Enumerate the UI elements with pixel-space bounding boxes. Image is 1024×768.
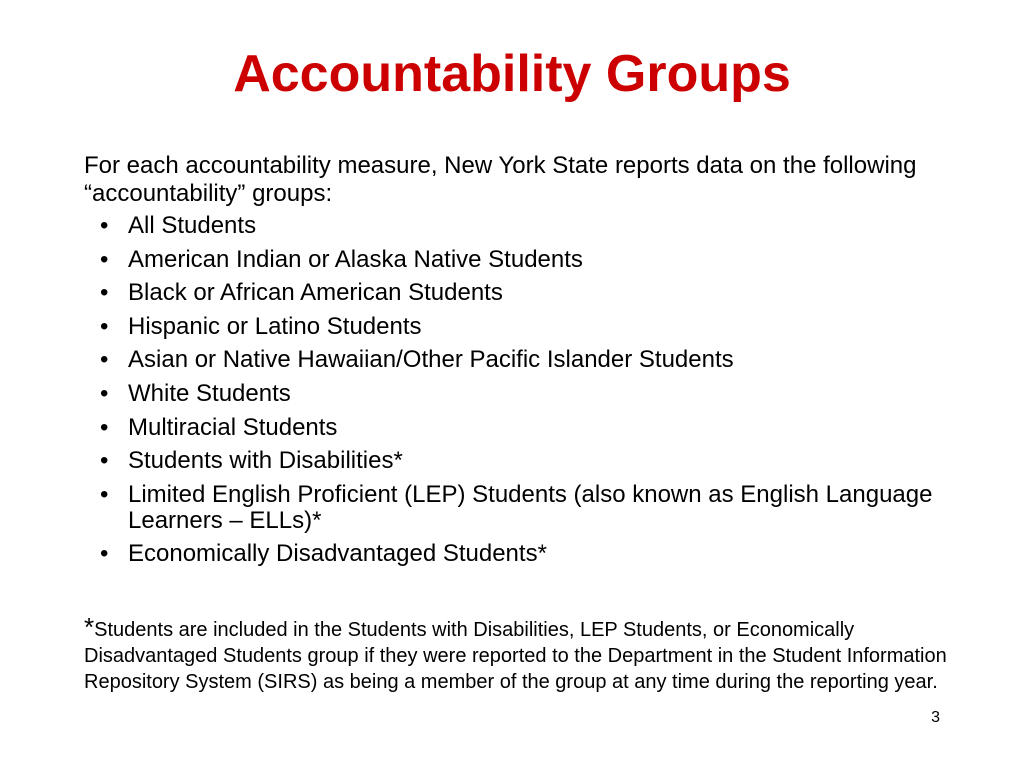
list-item: [84, 280, 974, 306]
bullet-icon: •: [100, 279, 109, 307]
list-item-text: Students with Disabilities*: [128, 447, 403, 475]
bullet-icon: •: [100, 413, 109, 441]
footnote-marker: *: [84, 612, 95, 642]
page-number: 3: [931, 709, 940, 726]
list-item: [84, 482, 974, 534]
list-item-text: Limited English Proficient (LEP) Students (also known as English Language Learners – ELLs)*: [128, 480, 933, 534]
list-item-text: Black or African American Students: [128, 279, 503, 307]
list-item-text: White Students: [128, 379, 291, 407]
list-item-text: Hispanic or Latino Students: [128, 312, 422, 340]
bullet-icon: •: [100, 346, 109, 374]
footnote: [84, 614, 974, 695]
bullet-icon: •: [100, 540, 109, 568]
bullet-icon: •: [100, 447, 109, 475]
list-item: [84, 314, 974, 340]
footnote-text: Students are included in the Students with Disabilities, LEP Students, or Economically Disadvantaged Students group if they were reported to the Department in the Student Information Repository System (SIRS) as being a member of the group at any time during the reporting year.: [84, 619, 947, 693]
list-item: [84, 347, 974, 373]
bullet-icon: •: [100, 212, 109, 239]
slide-title: Accountability Groups: [233, 45, 791, 103]
list-item-text: American Indian or Alaska Native Students: [128, 245, 583, 273]
accountability-groups-list: [84, 213, 974, 575]
list-item-text: Multiracial Students: [128, 413, 338, 441]
list-item: [84, 213, 974, 239]
list-item: [84, 415, 974, 441]
bullet-icon: •: [100, 245, 109, 273]
bullet-icon: •: [100, 379, 109, 407]
list-item: [84, 541, 974, 567]
list-item-text: Economically Disadvantaged Students*: [128, 540, 547, 568]
list-item: [84, 448, 974, 474]
bullet-icon: •: [100, 480, 109, 508]
list-item-text: All Students: [128, 212, 257, 239]
intro-paragraph: For each accountability measure, New York State reports data on the following “accountability” groups:: [84, 152, 917, 207]
list-item: [84, 381, 974, 407]
bullet-icon: •: [100, 312, 109, 340]
list-item-text: Asian or Native Hawaiian/Other Pacific Islander Students: [128, 346, 734, 374]
list-item: [84, 247, 974, 273]
